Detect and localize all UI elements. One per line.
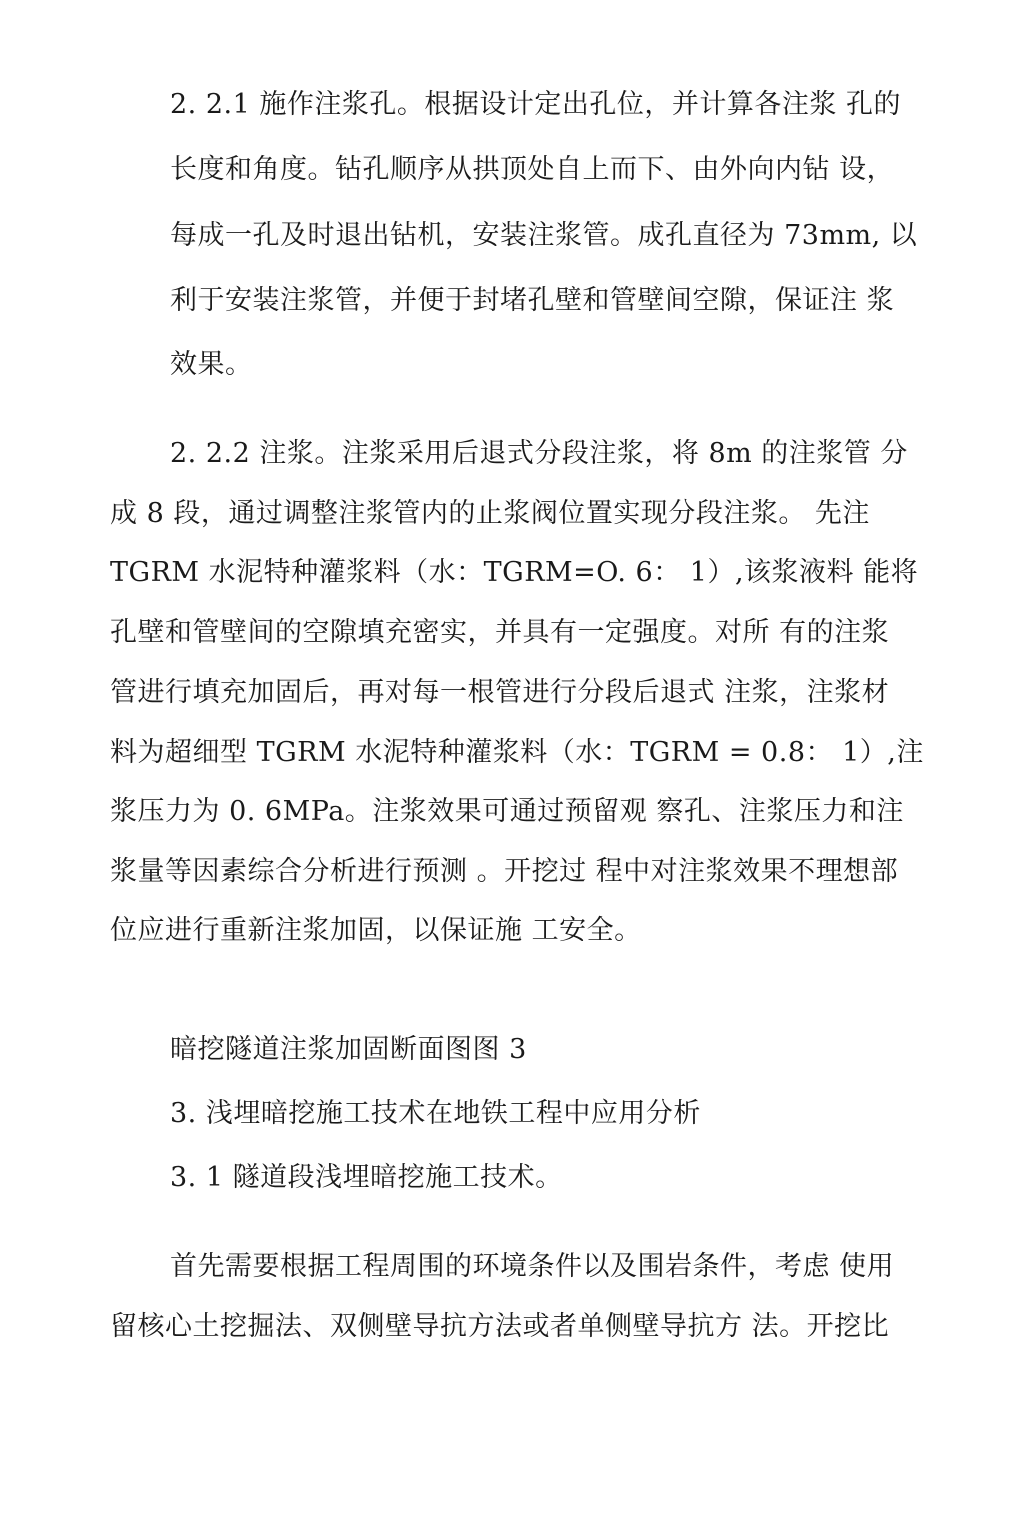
paragraph-line: 2. 2.2 注浆。注浆采用后退式分段注浆，将 8m 的注浆管 分 <box>170 438 908 469</box>
paragraph-line: 2. 2.1 施作注浆孔。根据设计定出孔位，并计算各注浆 孔的 <box>170 89 901 120</box>
figure-caption: 暗挖隧道注浆加固断面图图 3 <box>170 1034 527 1065</box>
paragraph-line: TGRM 水泥特种灌浆料（水：TGRM=O. 6： 1）,该浆液料 能将 <box>110 557 919 588</box>
paragraph-line: 效果。 <box>170 349 253 380</box>
section-heading: 3. 浅埋暗挖施工技术在地铁工程中应用分析 <box>170 1098 701 1129</box>
paragraph-line: 浆量等因素综合分析进行预测 。开挖过 程中对注浆效果不理想部 <box>110 856 899 887</box>
paragraph-line: 每成一孔及时退出钻机，安装注浆管。成孔直径为 73mm, 以 <box>170 220 918 251</box>
paragraph-line: 浆压力为 0. 6MPa。注浆效果可通过预留观 察孔、注浆压力和注 <box>110 796 904 827</box>
paragraph-line: 长度和角度。钻孔顺序从拱顶处自上而下、由外向内钻 设， <box>170 154 895 185</box>
paragraph-line: 留核心土挖掘法、双侧壁导抗方法或者单侧壁导抗方 法。开挖比 <box>110 1311 890 1342</box>
paragraph-line: 位应进行重新注浆加固，以保证施 工安全。 <box>110 915 642 946</box>
paragraph-line: 孔壁和管壁间的空隙填充密实，并具有一定强度。对所 有的注浆 <box>110 617 890 648</box>
paragraph-line: 首先需要根据工程周围的环境条件以及围岩条件，考虑 使用 <box>170 1251 895 1282</box>
paragraph-line: 料为超细型 TGRM 水泥特种灌浆料（水：TGRM = 0.8： 1）,注 <box>110 737 924 768</box>
paragraph-line: 管进行填充加固后，再对每一根管进行分段后退式 注浆，注浆材 <box>110 677 890 708</box>
paragraph-line: 成 8 段，通过调整注浆管内的止浆阀位置实现分段注浆。 先注 <box>110 498 870 529</box>
subsection-heading: 3. 1 隧道段浅埋暗挖施工技术。 <box>170 1162 563 1193</box>
paragraph-line: 利于安装注浆管，并便于封堵孔壁和管壁间空隙，保证注 浆 <box>170 285 895 316</box>
